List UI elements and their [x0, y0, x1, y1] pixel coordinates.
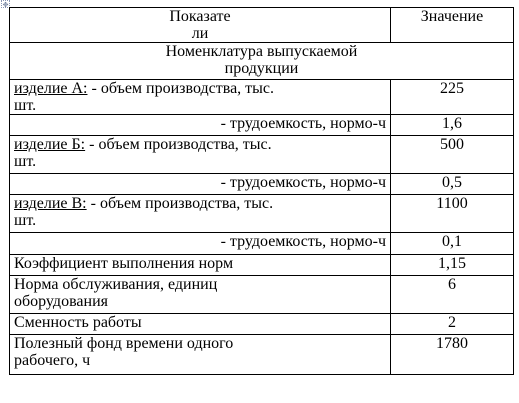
- row-label: Коэффициент выполнения норм: [10, 255, 391, 276]
- row-value: 0,1: [391, 233, 514, 255]
- row-value: 1100: [391, 195, 514, 233]
- row-label-text: - объем производства, тыс. шт.: [14, 136, 272, 170]
- product-label: изделие В:: [14, 195, 87, 212]
- table-row: [10, 255, 514, 276]
- row-label: - трудоемкость, нормо-ч: [10, 174, 391, 195]
- indicators-table: [9, 7, 514, 375]
- table-row: [10, 276, 514, 314]
- table-row: [10, 136, 514, 174]
- row-label: Норма обслуживания, единиц оборудования: [10, 276, 391, 314]
- row-label: [10, 136, 391, 174]
- row-value: 1,15: [391, 255, 514, 276]
- row-value: 6: [391, 276, 514, 314]
- table-row: [10, 314, 514, 335]
- row-label-text: - объем производства, тыс. шт.: [14, 80, 275, 114]
- row-label: - трудоемкость, нормо-ч: [10, 233, 391, 255]
- header-value: Значение: [391, 8, 514, 43]
- row-value: 2: [391, 314, 514, 335]
- row-label: - трудоемкость, нормо-ч: [10, 115, 391, 136]
- table-row: [10, 80, 514, 115]
- table-row: [10, 233, 514, 255]
- header-indicator: Показате ли: [10, 8, 391, 43]
- row-value: 225: [391, 80, 514, 115]
- row-label: Сменность работы: [10, 314, 391, 335]
- table-row: [10, 195, 514, 233]
- section-title: Номенклатура выпускаемой продукции: [10, 43, 514, 80]
- row-value: 500: [391, 136, 514, 174]
- section-row: [10, 43, 514, 80]
- row-label-text: - объем производства, тыс. шт.: [14, 195, 274, 229]
- product-label: изделие Б:: [14, 136, 86, 153]
- table-row: [10, 174, 514, 195]
- table-anchor-icon[interactable]: ✥: [2, 1, 9, 9]
- product-label: изделие А:: [14, 80, 88, 97]
- row-value: 1780: [391, 335, 514, 375]
- table-row: [10, 335, 514, 375]
- row-label: [10, 195, 391, 233]
- row-label: [10, 80, 391, 115]
- row-value: 0,5: [391, 174, 514, 195]
- row-value: 1,6: [391, 115, 514, 136]
- header-row: [10, 8, 514, 43]
- table-row: [10, 115, 514, 136]
- row-label: Полезный фонд времени одного рабочего, ч: [10, 335, 391, 375]
